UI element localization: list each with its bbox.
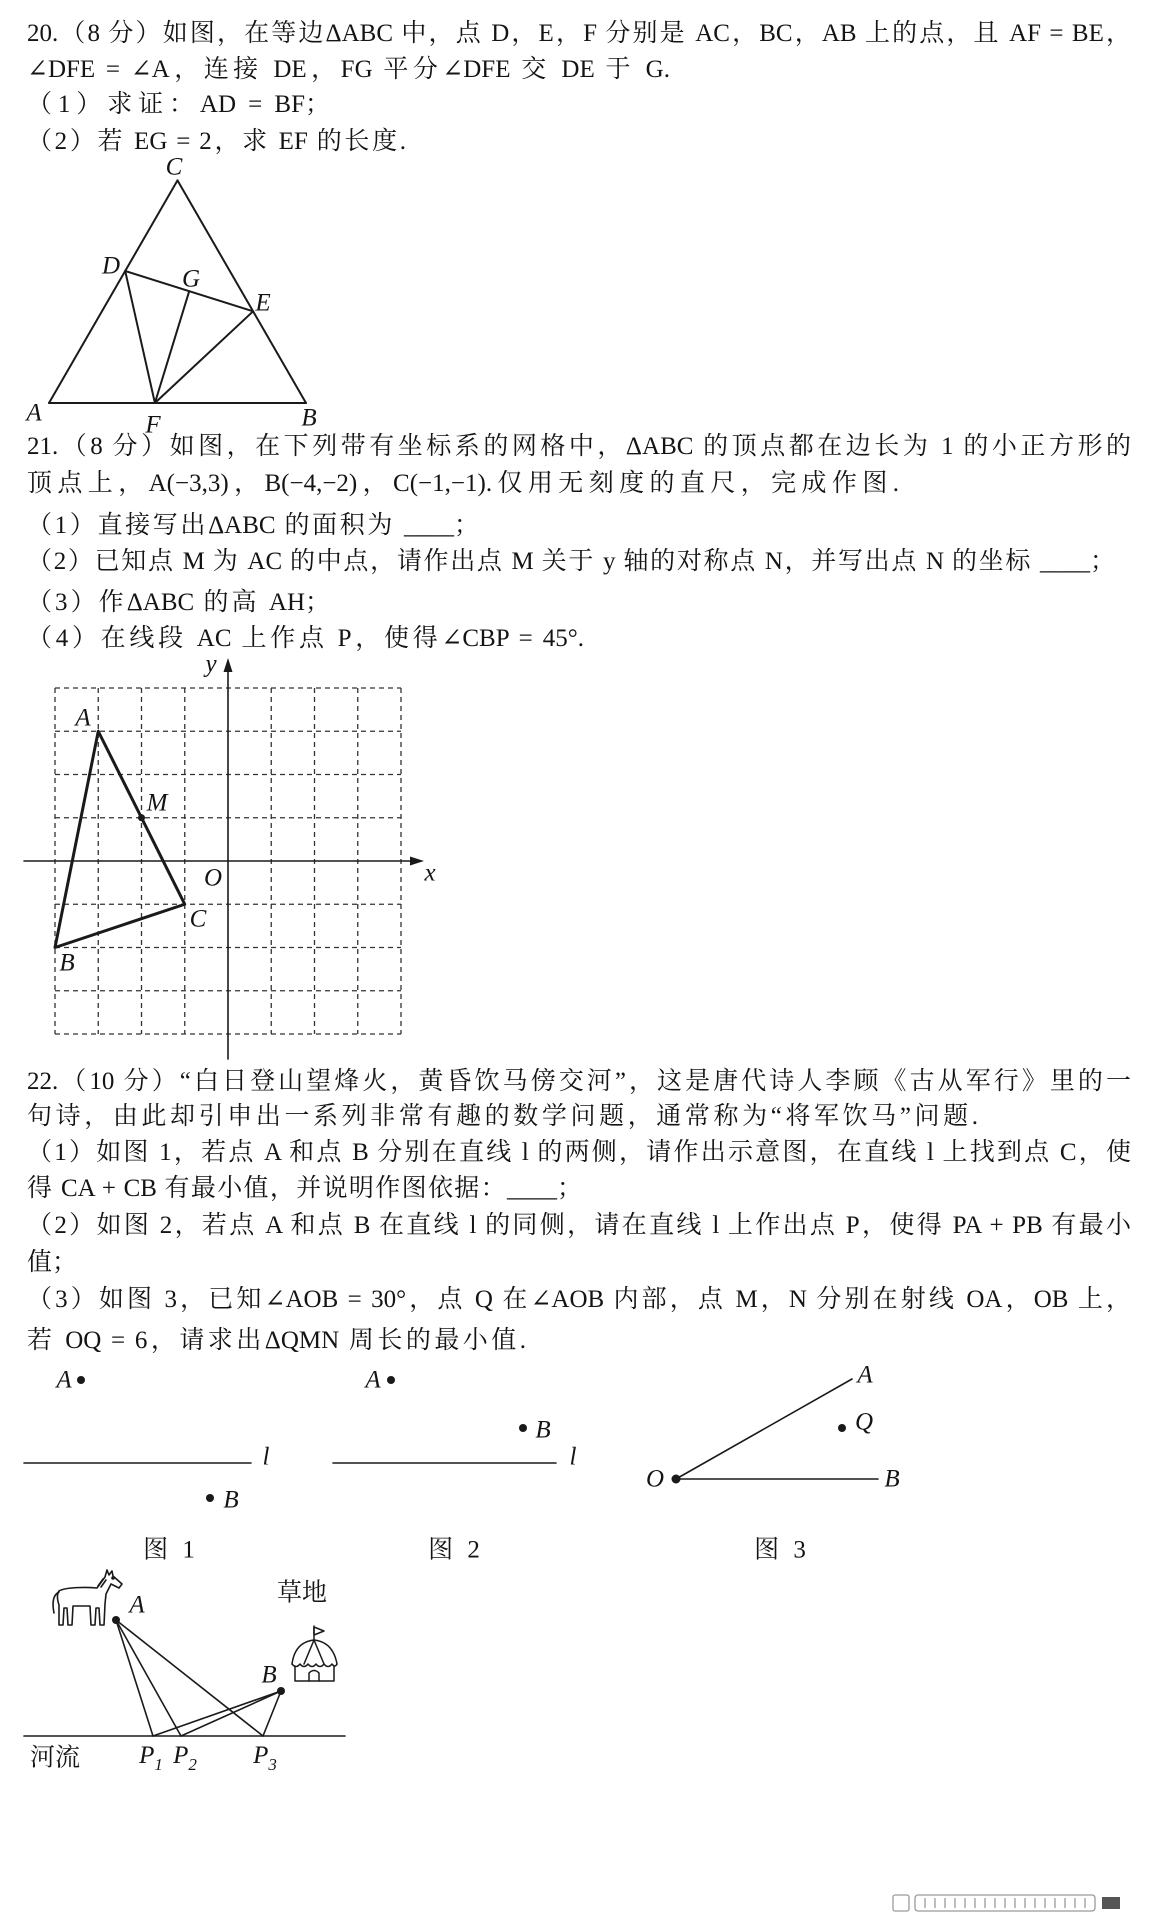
label-b: B — [301, 404, 317, 432]
triangle-abc — [55, 731, 185, 947]
figure-22-2 — [333, 1367, 577, 1564]
caption-figure-3: 图 3 — [754, 1536, 810, 1564]
q20-line-2: ∠DFE = ∠A，连接 DE，FG 平分∠DFE 交 DE 于 G. — [27, 56, 670, 83]
label-p1 — [138, 1742, 163, 1775]
label-p3-sub: 3 — [268, 1755, 277, 1774]
label-p1-sub: 1 — [154, 1755, 163, 1774]
segment-a-p1 — [116, 1620, 153, 1736]
label-b: B — [223, 1486, 239, 1514]
label-y-axis: y — [205, 650, 217, 678]
label-a: A — [365, 1366, 381, 1394]
q22-part-1-line-2: 得 CA + CB 有最小值，并说明作图依据：____； — [27, 1175, 582, 1202]
point-q — [838, 1424, 846, 1432]
segment-b-p1 — [153, 1691, 281, 1736]
q21-line-1: 21.（8 分）如图，在下列带有坐标系的网格中，ΔABC 的顶点都在边长为 1 的小正方形的 — [27, 433, 1131, 460]
q21-part-3: （3）作ΔABC 的高 AH； — [27, 589, 330, 616]
q20-part-1: （1）求证：AD = BF； — [27, 91, 330, 118]
label-b: B — [261, 1661, 277, 1689]
point-a — [112, 1616, 120, 1624]
point-a — [387, 1376, 395, 1384]
label-c: C — [189, 905, 207, 933]
label-origin: O — [203, 864, 223, 892]
q21-part-4: （4）在线段 AC 上作点 P，使得∠CBP = 45°. — [27, 625, 584, 652]
label-a: A — [129, 1591, 145, 1619]
figure-22-scene — [24, 1570, 345, 1774]
figure-22-3 — [646, 1362, 900, 1564]
label-m: M — [146, 789, 168, 817]
label-f: F — [145, 411, 161, 439]
q22-line-2: 句诗，由此却引申出一系列非常有趣的数学问题，通常称为“将军饮马”问题. — [27, 1103, 978, 1130]
point-o — [672, 1475, 681, 1484]
label-p2-sub: 2 — [188, 1755, 197, 1774]
path-lines — [116, 1620, 281, 1736]
label-a: A — [857, 1361, 873, 1389]
label-a: A — [26, 399, 42, 427]
caption-figure-1: 图 1 — [143, 1536, 199, 1564]
label-e: E — [255, 289, 271, 317]
label-d: D — [101, 252, 121, 280]
side-ca — [49, 180, 178, 403]
q22-part-3-line-2: 若 OQ = 6，请求出ΔQMN 周长的最小值. — [27, 1327, 526, 1354]
caption-figure-2: 图 2 — [428, 1536, 484, 1564]
label-l: l — [569, 1443, 577, 1471]
q22-part-2-line-1: （2）如图 2，若点 A 和点 B 在直线 l 的同侧，请在直线 l 上作出点 P，使得 PA + PB 有最小 — [27, 1212, 1131, 1239]
label-b: B — [884, 1465, 900, 1493]
q22-part-2-line-2: 值； — [27, 1249, 78, 1276]
q21-part-2: （2）已知点 M 为 AC 的中点，请作出点 M 关于 y 轴的对称点 N，并写出点 N 的坐标 ____； — [27, 548, 1115, 575]
label-p3 — [252, 1742, 277, 1775]
label-p3-letter: P — [253, 1741, 269, 1769]
q22-part-1-line-1: （1）如图 1，若点 A 和点 B 分别在直线 l 的两侧，请作出示意图，在直线 l 上找到点 C，使 — [27, 1139, 1131, 1166]
label-g: G — [181, 265, 201, 293]
label-b: B — [59, 949, 75, 977]
label-a: A — [75, 704, 91, 732]
point-b — [277, 1687, 285, 1695]
figure-22-1 — [24, 1367, 270, 1564]
label-river: 河流 — [29, 1744, 81, 1772]
label-o: O — [645, 1465, 665, 1493]
tent-icon — [292, 1626, 337, 1681]
q21-line-2: 顶点上，A(−3,3)，B(−4,−2)，C(−1,−1).仅用无刻度的直尺，完成作图. — [27, 470, 899, 497]
watermark-icon — [893, 1895, 1120, 1911]
label-p1-letter: P — [139, 1741, 155, 1769]
segment-a-p2 — [116, 1620, 181, 1736]
label-p2-letter: P — [173, 1741, 189, 1769]
figure-20-labels — [24, 154, 316, 439]
q22-part-3-line-1: （3）如图 3，已知∠AOB = 30°，点 Q 在∠AOB 内部，点 M，N 分别在射线 OA，OB 上， — [27, 1286, 1131, 1313]
label-p2 — [172, 1742, 197, 1775]
label-grassland: 草地 — [276, 1579, 328, 1607]
label-q: Q — [854, 1408, 874, 1436]
x-axis-arrow-icon — [410, 857, 424, 866]
q22-line-1: 22.（10 分）“白日登山望烽火，黄昏饮马傍交河”，这是唐代诗人李顾《古从军行》里的一 — [27, 1068, 1131, 1095]
q20-line-1: 20.（8 分）如图，在等边ΔABC 中，点 D，E，F 分别是 AC，BC，AB 上的点，且 AF = BE， — [27, 20, 1131, 47]
label-x-axis: x — [424, 859, 436, 887]
y-axis-arrow-icon — [224, 658, 233, 672]
ray-oa — [676, 1379, 852, 1479]
q20-part-2: （2）若 EG = 2，求 EF 的长度. — [27, 128, 406, 155]
point-m — [138, 814, 145, 821]
label-b: B — [535, 1416, 551, 1444]
horse-icon — [53, 1570, 122, 1625]
label-l: l — [262, 1443, 270, 1471]
point-b — [519, 1424, 527, 1432]
segment-df — [125, 271, 155, 403]
q21-part-1: （1）直接写出ΔABC 的面积为 ____； — [27, 512, 479, 539]
segment-a-p3 — [116, 1620, 263, 1736]
point-b — [206, 1494, 214, 1502]
label-a: A — [56, 1366, 72, 1394]
point-a — [77, 1376, 85, 1384]
label-c: C — [165, 153, 183, 181]
